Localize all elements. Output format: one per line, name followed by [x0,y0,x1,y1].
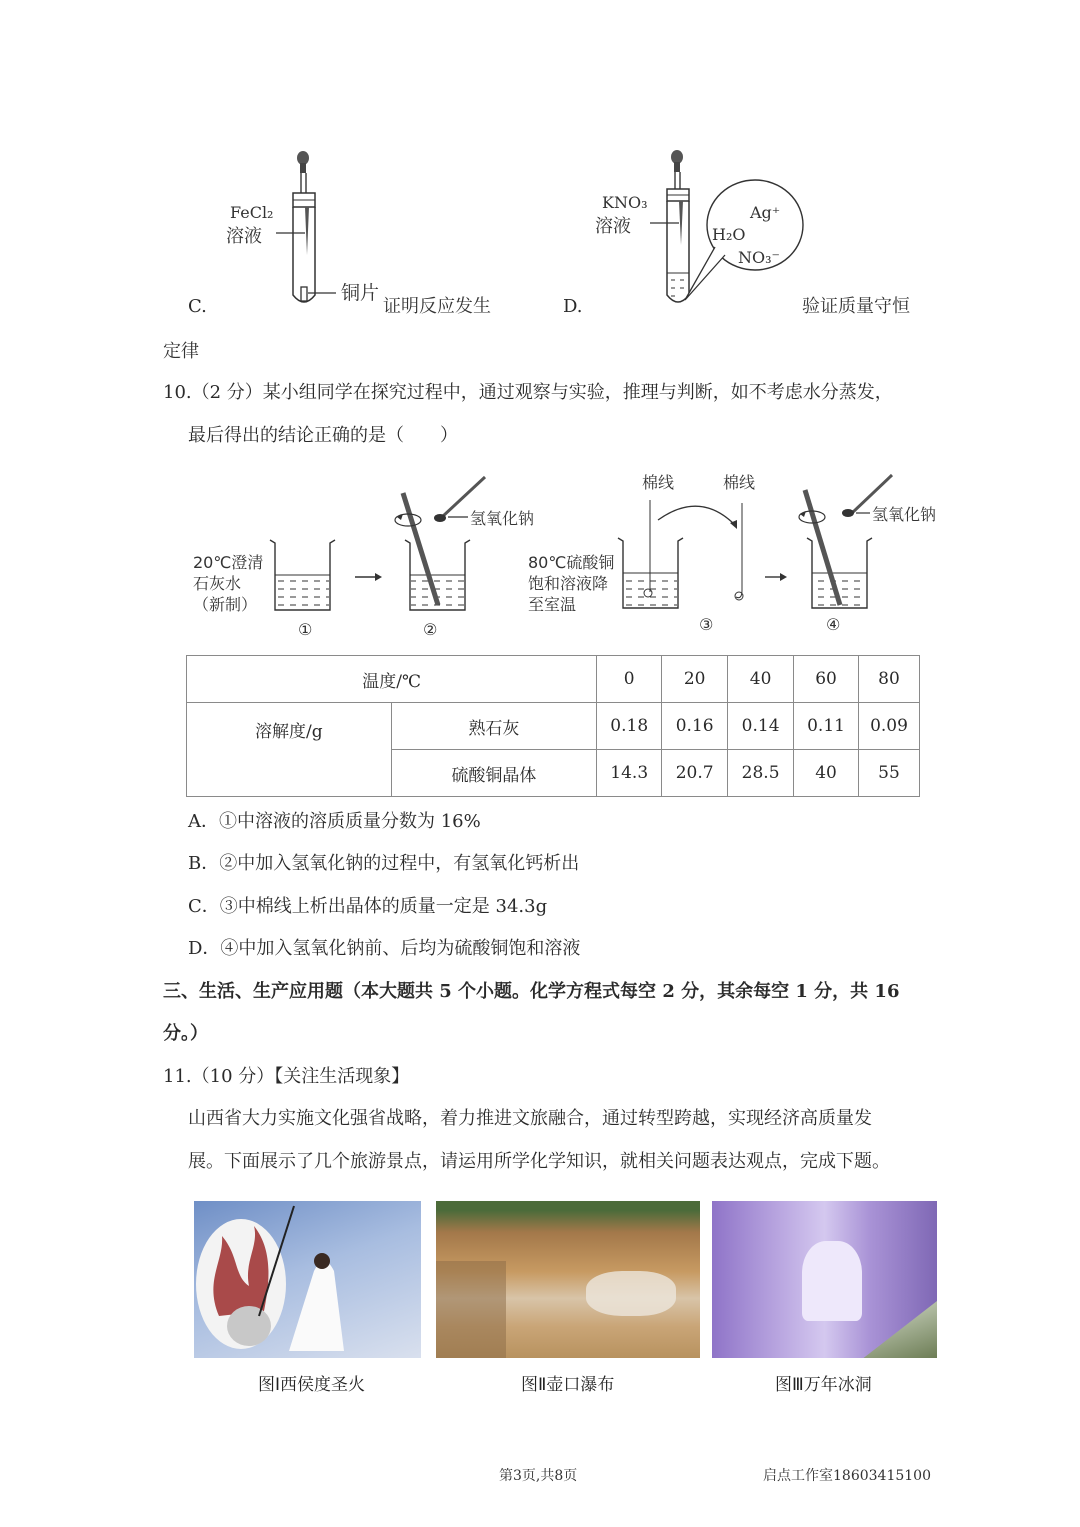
option-b: B．②中加入氢氧化钠的过程中，有氢氧化钙析出 [188,853,580,874]
value-cell: 0.18 [597,703,662,750]
option-c: C．③中棉线上析出晶体的质量一定是 34.3g [188,896,548,917]
experiment-diagram [180,465,960,650]
step-4-label: ④ [826,615,841,634]
option-d-purpose-wrap: 定律 [163,341,199,362]
temp-cell: 40 [728,656,794,703]
question-10-stem-line1: 10.（2 分）某小组同学在探究过程中，通过观察与实验，推理与判断，如不考虑水分蒸发， [163,382,893,403]
ion-no3: NO₃⁻ [738,248,780,267]
naoh-label-2: 氢氧化钠 [470,509,535,528]
copper-sulfate-label [528,552,614,615]
limewater-label-line2: 石灰水 [193,574,242,593]
temperature-header: 温度/℃ [187,656,597,703]
solubility-table [186,655,920,797]
question-11-stem: 11.（10 分）【关注生活现象】 [163,1066,410,1087]
ion-ag: Ag⁺ [750,203,781,222]
substance-name: 熟石灰 [391,703,597,750]
studio-contact: 启点工作室18603415100 [763,1468,931,1484]
solution-label: FeCl₂ [230,203,274,222]
table-row [187,703,920,750]
value-cell: 0.14 [728,703,794,750]
option-d-purpose: 验证质量守恒 [802,296,910,317]
solution-label-2: 溶液 [226,226,262,247]
solubility-group-label: 溶解度/g [187,703,392,797]
value-cell: 55 [859,750,920,797]
question-11-para-line2: 展。下面展示了几个旅游景点，请运用所学化学知识，就相关问题表达观点，完成下题。 [188,1151,890,1172]
value-cell: 20.7 [662,750,728,797]
question-11-para-line1: 山西省大力实施文化强省战略，着力推进文旅融合，通过转型跨越，实现经济高质量发 [188,1108,872,1129]
flame-emblem-icon [194,1201,421,1358]
solution-label: KNO₃ [602,193,648,212]
copper-sulfate-label-line3: 至室温 [528,595,577,614]
solution-label-2: 溶液 [595,216,631,237]
temp-cell: 20 [662,656,728,703]
naoh-label-4: 氢氧化钠 [872,505,937,524]
copper-label: 铜片 [341,282,380,304]
option-d: D．④中加入氢氧化钠前、后均为硫酸铜饱和溶液 [188,938,581,959]
thread-label-a: 棉线 [642,473,675,492]
limewater-label-line1: 20℃澄清 [193,553,264,572]
thread-label-b: 棉线 [723,473,756,492]
section-3-heading-wrap: 分。） [163,1023,208,1044]
value-cell: 0.11 [794,703,859,750]
copper-sulfate-label-line2: 饱和溶液降 [528,574,609,593]
value-cell: 0.09 [859,703,920,750]
value-cell: 0.16 [662,703,728,750]
value-cell: 28.5 [728,750,794,797]
limewater-label [193,552,263,615]
table-header-row [187,656,920,703]
figure-3-caption: 图Ⅲ万年冰洞 [775,1375,872,1395]
figure-3-ice-cave-photo [712,1201,937,1358]
step-2-label: ② [423,620,438,639]
page-number: 第3页,共8页 [499,1468,578,1484]
step-3-label: ③ [699,615,714,634]
value-cell: 40 [794,750,859,797]
question-10-stem-line2: 最后得出的结论正确的是（ ） [188,425,458,446]
option-c-letter: C. [188,296,207,317]
value-cell: 14.3 [597,750,662,797]
ion-h2o: H₂O [712,225,746,244]
substance-name: 硫酸铜晶体 [391,750,597,797]
option-d-letter: D. [563,296,583,317]
figure-2-waterfall-photo [436,1201,700,1358]
option-c-purpose: 证明反应发生 [383,296,491,317]
step-1-label: ① [298,620,313,639]
figure-2-caption: 图Ⅱ壶口瀑布 [521,1375,615,1395]
temp-cell: 80 [859,656,920,703]
limewater-label-line3: （新制） [193,595,258,614]
figure-1-caption: 图Ⅰ西侯度圣火 [258,1375,366,1395]
option-a: A．①中溶液的溶质质量分数为 16% [188,811,481,832]
figure-1-torch-photo [194,1201,421,1358]
temp-cell: 0 [597,656,662,703]
section-3-heading: 三、生活、生产应用题（本大题共 5 个小题。化学方程式每空 2 分，其余每空 1 分，共 16 [163,981,900,1002]
copper-sulfate-label-line1: 80℃硫酸铜 [528,553,615,572]
temp-cell: 60 [794,656,859,703]
